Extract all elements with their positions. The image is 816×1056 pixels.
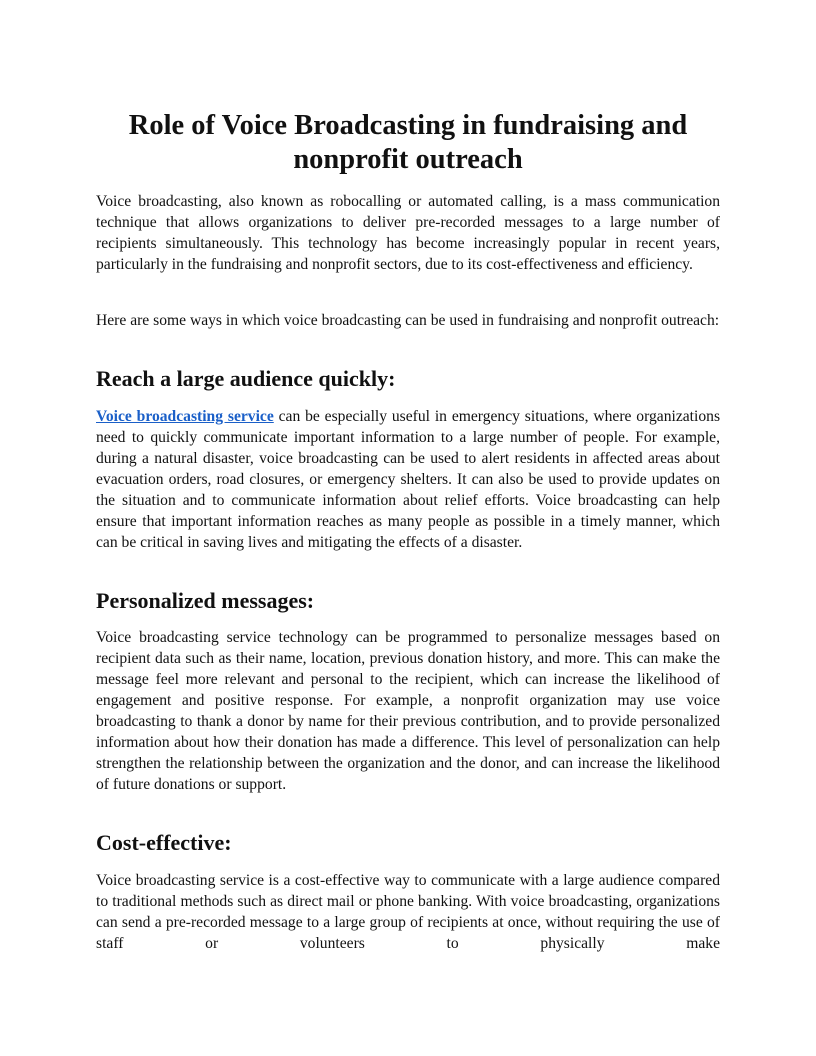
voice-broadcasting-service-link[interactable]: Voice broadcasting service (96, 408, 274, 425)
lead-in-paragraph: Here are some ways in which voice broadcasting can be used in fundraising and nonprofit outreach: (96, 312, 720, 329)
section-paragraph-cost-effective: Voice broadcasting service is a cost-effective way to communicate with a large audience compared to traditional methods such as direct mail or phone banking. With voice broadcasting, organizations can send a pre-recorded message to a large group of recipients at once, without requiring the use of staff or volunteers to physically make (96, 872, 720, 952)
section-heading-cost-effective: Cost-effective: (96, 830, 232, 855)
section-paragraph-personalized: Voice broadcasting service technology can be programmed to personalize messages based on recipient data such as their name, location, previous donation history, and more. This can make the message feel more relevant and personal to the recipient, which can increase the likelihood of engagement and positive response. For example, a nonprofit organization may use voice broadcasting to thank a donor by name for their previous contribution, and to provide personalized information about how their donation has made a difference. This level of personalization can help strengthen the relationship between the organization and the donor, and can increase the likelihood of future donations or support. (96, 629, 720, 793)
page-title: Role of Voice Broadcasting in fundraising and nonprofit outreach (128, 110, 688, 175)
intro-paragraph: Voice broadcasting, also known as robocalling or automated calling, is a mass communication technique that allows organizations to deliver pre-recorded messages to a large number of recipients simultaneously. This technology has become increasingly popular in recent years, particularly in the fundraising and nonprofit sectors, due to its cost-effectiveness and efficiency. (96, 193, 720, 273)
section-heading-reach: Reach a large audience quickly: (96, 366, 396, 391)
section-body-text: can be especially useful in emergency situations, where organizations need to quickly communicate important information to a large number of people. For example, during a natural disaster, voice broadcasting can be used to alert residents in affected areas about evacuation orders, road closures, or emergency shelters. It can also be used to provide updates on the situation and to communicate information about relief efforts. Voice broadcasting can help ensure that important information reaches as many people as possible in a timely manner, which can be critical in saving lives and mitigating the effects of a disaster. (96, 408, 721, 551)
section-paragraph-reach (96, 406, 720, 553)
section-heading-personalized: Personalized messages: (96, 588, 315, 613)
